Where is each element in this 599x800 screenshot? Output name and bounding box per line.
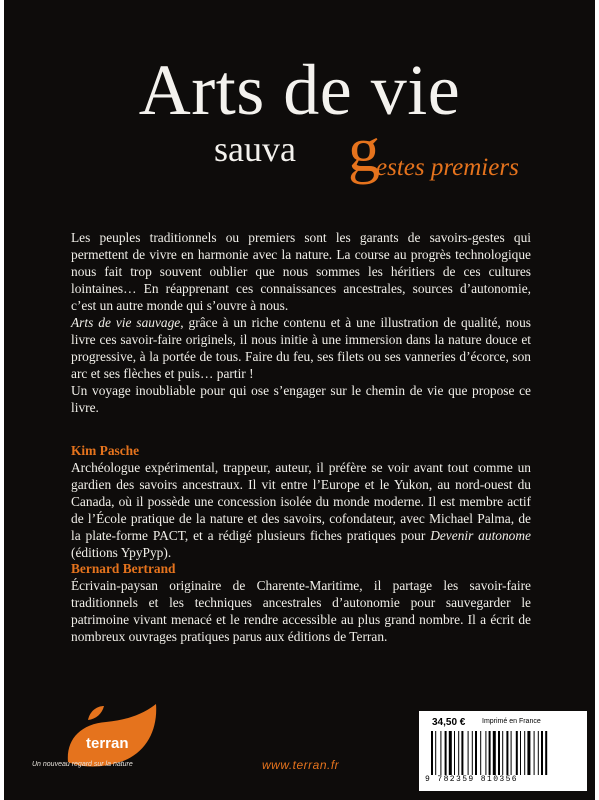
author-1-bio-end: (éditions YpyPyp). <box>71 545 172 560</box>
back-cover <box>4 0 595 800</box>
publisher-website: www.terran.fr <box>262 758 340 772</box>
barcode-box <box>419 711 587 791</box>
logo-text: terran <box>86 735 129 752</box>
author-2-name: Bernard Bertrand <box>71 561 176 576</box>
intro-paragraph-1: Les peuples traditionnels ou premiers sont les garants de savoirs-gestes qui permettent de vivre en harmonie avec la nature. La course au progrès technologique nous fait trop souvent oublier que nous sommes les héritiers de ces cultures lointaines… En réapprenant ces connaissances ancestrales, sources d’autonomie, c’est un autre monde qui s’ouvre à nous. <box>71 230 531 313</box>
book-subtitle <box>214 114 534 202</box>
printed-in-france: Imprimé en France <box>482 718 541 725</box>
price: 34,50 € <box>432 717 466 728</box>
barcode-icon <box>429 731 577 775</box>
author-1-bio-text: Archéologue expérimental, trappeur, auteur, il préfère se voir avant tout comme un gardien des savoirs ancestraux. Il vit entre l’Europe et le Yukon, au nord-ouest du Canada, où il possède une concession isolée du monde moderne. Il est membre actif de l’École pratique de la nature et des savoirs, cofondateur, avec Michael Palma, de la plate-forme PACT, et a rédigé plusieurs fiches pratiques pour <box>71 460 531 543</box>
subtitle-big-letter: g <box>348 114 380 185</box>
subtitle-part2: estes premiers <box>376 154 519 181</box>
author-2-bio <box>71 577 531 645</box>
author-1-name: Kim Pasche <box>71 443 140 458</box>
terran-logo <box>62 700 162 780</box>
author-2-bio-text: Écrivain-paysan originaire de Charente-Maritime, il partage les savoir-faire traditionnels et les techniques ancestrales d’autonomie pour sauvegarder le patrimoine vivant menacé et le rendre accessible au plus grand nombre. Il a écrit de nombreux ouvrages pratiques parus aux éditions de Terran. <box>71 578 531 644</box>
isbn-number: 9 782359 810356 <box>425 775 519 784</box>
intro-paragraph-2 <box>71 314 531 382</box>
subtitle-part1: sauva <box>214 129 296 169</box>
intro-paragraph-3: Un voyage inoubliable pour qui ose s’engager sur le chemin de vie que propose ce livre. <box>71 383 531 415</box>
book-title: Arts de vie <box>138 50 461 130</box>
intro-text <box>71 229 531 416</box>
intro-paragraph-2-rest: , grâce à un riche contenu et à une illustration de qualité, nous livre ces savoir-faire originels, il nous initie à une immersion dans la nature douce et progressive, à la portée de tous. Faire du feu, ses filets ou ses vanneries d’écorce, son arc et ses flèches et puis… partir ! <box>71 315 531 381</box>
author-1-bio <box>71 459 531 561</box>
publisher-tagline: Un nouveau regard sur la nature <box>32 761 133 768</box>
author-1-bio-italic: Devenir autonome <box>430 528 531 543</box>
book-title-italic: Arts de vie sauvage <box>71 315 181 330</box>
